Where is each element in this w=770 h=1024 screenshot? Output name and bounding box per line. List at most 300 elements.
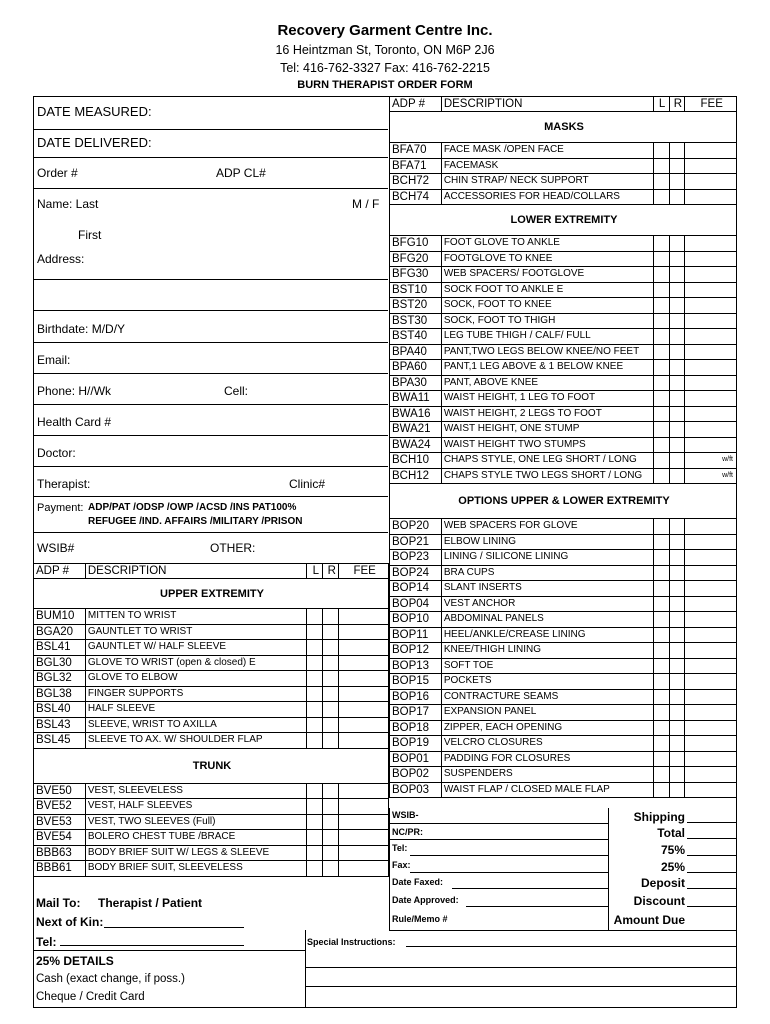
- fee-cell[interactable]: [339, 799, 389, 815]
- item-description: FACE MASK /OPEN FACE: [441, 143, 653, 159]
- fee-cell[interactable]: [685, 767, 737, 783]
- left-checkbox[interactable]: [653, 422, 669, 438]
- right-checkbox[interactable]: [669, 437, 685, 453]
- right-checkbox[interactable]: [669, 627, 685, 643]
- right-checkbox[interactable]: [323, 733, 339, 749]
- item-description: PANT, ABOVE KNEE: [441, 375, 653, 391]
- left-checkbox[interactable]: [653, 313, 669, 329]
- left-checkbox[interactable]: [653, 360, 669, 376]
- fee-cell[interactable]: [339, 624, 389, 640]
- table-row: [34, 671, 389, 687]
- left-checkbox[interactable]: [653, 596, 669, 612]
- fee-cell[interactable]: [339, 845, 389, 861]
- r-header: R: [669, 97, 685, 112]
- date-faxed-field[interactable]: [452, 888, 609, 889]
- left-checkbox[interactable]: [653, 189, 669, 205]
- right-checkbox[interactable]: [669, 720, 685, 736]
- item-code: BSL43: [34, 717, 86, 733]
- fee-cell[interactable]: w/ft: [685, 468, 737, 484]
- item-code: BVE52: [34, 799, 86, 815]
- fee-cell[interactable]: [685, 689, 737, 705]
- total-label: Total: [657, 826, 685, 840]
- item-code: BOP04: [390, 596, 442, 612]
- left-checkbox[interactable]: [653, 612, 669, 628]
- fee-cell[interactable]: [685, 674, 737, 690]
- r-header: R: [323, 564, 339, 579]
- adp-header: ADP #: [34, 564, 86, 579]
- item-description: SLEEVE TO AX. W/ SHOULDER FLAP: [85, 733, 307, 749]
- item-description: VEST ANCHOR: [441, 596, 653, 612]
- left-checkbox[interactable]: [307, 830, 323, 846]
- left-checkbox[interactable]: [653, 174, 669, 190]
- table-row: [390, 143, 737, 159]
- birthdate-row[interactable]: Birthdate: M/D/Y: [34, 311, 388, 343]
- left-checkbox[interactable]: [653, 143, 669, 159]
- fax-admin-field[interactable]: [410, 872, 609, 873]
- right-checkbox[interactable]: [669, 375, 685, 391]
- cash-option[interactable]: Cash (exact change, if poss.): [36, 973, 185, 985]
- item-code: BCH10: [390, 453, 442, 469]
- right-checkbox[interactable]: [669, 782, 685, 798]
- item-description: ACCESSORIES FOR HEAD/COLLARS: [441, 189, 653, 205]
- fee-cell[interactable]: [685, 189, 737, 205]
- left-checkbox[interactable]: [653, 565, 669, 581]
- right-checkbox[interactable]: [323, 830, 339, 846]
- fee-cell[interactable]: [685, 705, 737, 721]
- left-checkbox[interactable]: [653, 329, 669, 345]
- item-description: WAIST HEIGHT, 2 LEGS TO FOOT: [441, 406, 653, 422]
- right-checkbox[interactable]: [669, 705, 685, 721]
- right-checkbox[interactable]: [669, 767, 685, 783]
- left-checkbox[interactable]: [307, 783, 323, 799]
- item-description: SOFT TOE: [441, 658, 653, 674]
- left-checkbox[interactable]: [653, 298, 669, 314]
- item-description: FOOTGLOVE TO KNEE: [441, 251, 653, 267]
- fee-cell[interactable]: [685, 627, 737, 643]
- date-faxed-label: Date Faxed:: [392, 877, 444, 887]
- left-checkbox[interactable]: [653, 581, 669, 597]
- special-instructions-label: Special Instructions:: [307, 937, 396, 947]
- right-checkbox[interactable]: [669, 313, 685, 329]
- right-checkbox[interactable]: [323, 655, 339, 671]
- fee-cell[interactable]: [339, 733, 389, 749]
- right-checkbox[interactable]: [669, 534, 685, 550]
- date-approved-field[interactable]: [466, 906, 609, 907]
- left-checkbox[interactable]: [653, 705, 669, 721]
- table-row: [390, 519, 737, 535]
- table-row: [390, 767, 737, 783]
- item-description: HEEL/ANKLE/CREASE LINING: [441, 627, 653, 643]
- fee-cell[interactable]: [685, 174, 737, 190]
- fee-cell[interactable]: [685, 720, 737, 736]
- item-description: POCKETS: [441, 674, 653, 690]
- left-checkbox[interactable]: [653, 391, 669, 407]
- item-description: BODY BRIEF SUIT W/ LEGS & SLEEVE: [85, 845, 307, 861]
- fee-cell[interactable]: [685, 519, 737, 535]
- right-checkbox[interactable]: [669, 267, 685, 283]
- table-row: [390, 751, 737, 767]
- left-checkbox[interactable]: [653, 519, 669, 535]
- item-code: BBB61: [34, 861, 86, 877]
- fee-cell[interactable]: [685, 581, 737, 597]
- fee-header: FEE: [339, 564, 389, 579]
- right-checkbox[interactable]: [669, 174, 685, 190]
- left-checkbox[interactable]: [307, 845, 323, 861]
- left-checkbox[interactable]: [653, 751, 669, 767]
- fee-cell[interactable]: [685, 437, 737, 453]
- right-checkbox[interactable]: [669, 391, 685, 407]
- item-code: BOP12: [390, 643, 442, 659]
- fee-cell[interactable]: [339, 830, 389, 846]
- right-checkbox[interactable]: [669, 736, 685, 752]
- fee-cell[interactable]: [339, 655, 389, 671]
- fee-cell[interactable]: [685, 267, 737, 283]
- fee-cell[interactable]: [339, 686, 389, 702]
- fee-cell[interactable]: [685, 282, 737, 298]
- left-checkbox[interactable]: [653, 158, 669, 174]
- payment-row[interactable]: Payment: ADP/PAT /ODSP /OWP /ACSD /INS PAT100% REFUGEE /IND. AFFAIRS /MILITARY /PRISON: [34, 497, 388, 533]
- right-checkbox[interactable]: [669, 143, 685, 159]
- item-description: GAUNTLET W/ HALF SLEEVE: [85, 640, 307, 656]
- wsib-admin-label: WSIB-: [392, 810, 419, 820]
- right-checkbox[interactable]: [323, 783, 339, 799]
- right-checkbox[interactable]: [323, 640, 339, 656]
- item-description: SUSPENDERS: [441, 767, 653, 783]
- right-checkbox[interactable]: [669, 236, 685, 252]
- right-checkbox[interactable]: [323, 845, 339, 861]
- table-row: [390, 782, 737, 798]
- next-of-kin-field[interactable]: [104, 927, 244, 928]
- item-code: BFG30: [390, 267, 442, 283]
- fee-cell[interactable]: [685, 658, 737, 674]
- item-description: FINGER SUPPORTS: [85, 686, 307, 702]
- fee-cell[interactable]: [339, 702, 389, 718]
- fee-cell[interactable]: [685, 736, 737, 752]
- left-checkbox[interactable]: [653, 344, 669, 360]
- wsib-row[interactable]: WSIB# OTHER:: [37, 541, 256, 555]
- ncpr-label: NC/PR:: [392, 827, 423, 837]
- left-checkbox[interactable]: [307, 671, 323, 687]
- fee-cell[interactable]: [339, 861, 389, 877]
- right-checkbox[interactable]: [669, 158, 685, 174]
- fee-cell[interactable]: w/ft: [685, 453, 737, 469]
- left-checkbox[interactable]: [653, 468, 669, 484]
- table-row: [34, 814, 389, 830]
- left-checkbox[interactable]: [653, 534, 669, 550]
- address-row-1[interactable]: Address:: [34, 250, 388, 280]
- right-checkbox[interactable]: [323, 609, 339, 625]
- item-description: WAIST HEIGHT, 1 LEG TO FOOT: [441, 391, 653, 407]
- right-checkbox[interactable]: [669, 251, 685, 267]
- fee-cell[interactable]: [339, 717, 389, 733]
- name-last-row[interactable]: Name: Last M / F: [37, 197, 380, 211]
- item-code: BST10: [390, 282, 442, 298]
- address-row-2[interactable]: [34, 280, 388, 311]
- description-header: DESCRIPTION: [85, 564, 307, 579]
- fee-cell[interactable]: [685, 643, 737, 659]
- section-header: [390, 484, 737, 519]
- item-code: BVE54: [34, 830, 86, 846]
- fee-cell[interactable]: [685, 565, 737, 581]
- tel-field[interactable]: [60, 945, 244, 946]
- left-checkbox[interactable]: [653, 282, 669, 298]
- item-code: BOP23: [390, 550, 442, 566]
- p25-field[interactable]: [687, 872, 737, 873]
- section-header: [390, 112, 737, 143]
- fee-cell[interactable]: [685, 143, 737, 159]
- left-checkbox[interactable]: [307, 814, 323, 830]
- fax-admin-label: Fax:: [392, 860, 411, 870]
- fee-cell[interactable]: [339, 783, 389, 799]
- table-row: [34, 609, 389, 625]
- special-instructions-line[interactable]: [306, 986, 737, 987]
- fee-cell[interactable]: [685, 612, 737, 628]
- item-description: LEG TUBE THIGH / CALF/ FULL: [441, 329, 653, 345]
- discount-label: Discount: [633, 894, 685, 908]
- fee-cell[interactable]: [685, 422, 737, 438]
- fee-cell[interactable]: [685, 751, 737, 767]
- divider: [389, 930, 737, 931]
- left-checkbox[interactable]: [653, 782, 669, 798]
- left-checkbox[interactable]: [653, 267, 669, 283]
- left-checkbox[interactable]: [653, 674, 669, 690]
- left-checkbox[interactable]: [307, 624, 323, 640]
- left-checkbox[interactable]: [653, 437, 669, 453]
- item-code: BOP16: [390, 689, 442, 705]
- item-description: MITTEN TO WRIST: [85, 609, 307, 625]
- table-row: [390, 422, 737, 438]
- right-checkbox[interactable]: [323, 624, 339, 640]
- table-row: [390, 612, 737, 628]
- right-checkbox[interactable]: [323, 717, 339, 733]
- left-checkbox[interactable]: [653, 236, 669, 252]
- left-checkbox[interactable]: [653, 720, 669, 736]
- fee-cell[interactable]: [339, 609, 389, 625]
- item-description: ZIPPER, EACH OPENING: [441, 720, 653, 736]
- right-checkbox[interactable]: [669, 643, 685, 659]
- fee-cell[interactable]: [685, 360, 737, 376]
- divider: [305, 930, 306, 1008]
- right-checkbox[interactable]: [323, 814, 339, 830]
- right-checkbox[interactable]: [669, 751, 685, 767]
- left-checkbox[interactable]: [653, 251, 669, 267]
- table-row: [390, 736, 737, 752]
- table-header: [34, 564, 389, 579]
- left-checkbox[interactable]: [653, 406, 669, 422]
- fee-cell[interactable]: [685, 782, 737, 798]
- cheque-option[interactable]: Cheque / Credit Card: [36, 991, 145, 1003]
- right-checkbox[interactable]: [669, 189, 685, 205]
- fee-cell[interactable]: [685, 236, 737, 252]
- doctor-row[interactable]: Doctor:: [34, 436, 388, 467]
- fee-cell[interactable]: [685, 298, 737, 314]
- item-code: BVE53: [34, 814, 86, 830]
- item-description: HALF SLEEVE: [85, 702, 307, 718]
- right-checkbox[interactable]: [669, 406, 685, 422]
- right-checkbox[interactable]: [669, 596, 685, 612]
- shipping-field[interactable]: [687, 822, 737, 823]
- item-code: BST40: [390, 329, 442, 345]
- total-field[interactable]: [687, 838, 737, 839]
- fee-cell[interactable]: [685, 596, 737, 612]
- table-row: [390, 391, 737, 407]
- item-code: BOP17: [390, 705, 442, 721]
- item-code: BSL41: [34, 640, 86, 656]
- item-description: SOCK, FOOT TO KNEE: [441, 298, 653, 314]
- left-checkbox[interactable]: [653, 375, 669, 391]
- item-description: PADDING FOR CLOSURES: [441, 751, 653, 767]
- section-header: [34, 579, 389, 609]
- date-measured-row[interactable]: DATE MEASURED:: [34, 96, 388, 130]
- fee-cell[interactable]: [685, 251, 737, 267]
- order-row[interactable]: Order # ADP CL#: [34, 158, 388, 189]
- item-code: BOP24: [390, 565, 442, 581]
- left-checkbox[interactable]: [653, 643, 669, 659]
- p75-field[interactable]: [687, 855, 737, 856]
- phone-row[interactable]: Phone: H//Wk Cell:: [34, 374, 388, 405]
- right-checkbox[interactable]: [323, 686, 339, 702]
- fee-cell[interactable]: [685, 329, 737, 345]
- item-code: BPA30: [390, 375, 442, 391]
- table-row: [390, 375, 737, 391]
- left-checkbox[interactable]: [307, 655, 323, 671]
- item-code: BST20: [390, 298, 442, 314]
- right-checkbox[interactable]: [669, 519, 685, 535]
- fee-cell[interactable]: [339, 640, 389, 656]
- item-description: KNEE/THIGH LINING: [441, 643, 653, 659]
- item-code: BOP18: [390, 720, 442, 736]
- table-row: [34, 640, 389, 656]
- right-checkbox[interactable]: [669, 674, 685, 690]
- table-row: [390, 453, 737, 469]
- tel-admin-field[interactable]: [410, 855, 609, 856]
- fee-cell[interactable]: [685, 158, 737, 174]
- item-code: BWA11: [390, 391, 442, 407]
- therapist-row[interactable]: Therapist: Clinic#: [34, 467, 388, 497]
- item-description: GAUNTLET TO WRIST: [85, 624, 307, 640]
- fee-cell[interactable]: [685, 375, 737, 391]
- right-checkbox[interactable]: [669, 298, 685, 314]
- right-checkbox[interactable]: [323, 861, 339, 877]
- l-header: L: [653, 97, 669, 112]
- item-code: BOP20: [390, 519, 442, 535]
- item-code: BFG20: [390, 251, 442, 267]
- right-checkbox[interactable]: [669, 565, 685, 581]
- right-checkbox[interactable]: [669, 329, 685, 345]
- item-description: CONTRACTURE SEAMS: [441, 689, 653, 705]
- fee-cell[interactable]: [685, 534, 737, 550]
- table-row: [34, 733, 389, 749]
- special-instructions-line[interactable]: [406, 946, 737, 947]
- right-checkbox[interactable]: [323, 671, 339, 687]
- fee-cell[interactable]: [685, 550, 737, 566]
- date-approved-label: Date Approved:: [392, 895, 459, 905]
- left-checkbox[interactable]: [653, 767, 669, 783]
- right-checkbox[interactable]: [669, 658, 685, 674]
- tel-label: Tel:: [36, 935, 57, 949]
- discount-field[interactable]: [687, 906, 737, 907]
- fee-cell[interactable]: [339, 814, 389, 830]
- left-checkbox[interactable]: [307, 733, 323, 749]
- item-description: BRA CUPS: [441, 565, 653, 581]
- left-checkbox[interactable]: [653, 627, 669, 643]
- left-checkbox[interactable]: [653, 736, 669, 752]
- right-checkbox[interactable]: [669, 689, 685, 705]
- right-checkbox[interactable]: [669, 360, 685, 376]
- date-delivered-row[interactable]: DATE DELIVERED:: [34, 130, 388, 158]
- table-row: [390, 627, 737, 643]
- section-title: MASKS: [390, 112, 737, 143]
- l-header: L: [307, 564, 323, 579]
- table-row: [390, 313, 737, 329]
- item-code: BOP11: [390, 627, 442, 643]
- left-checkbox[interactable]: [307, 861, 323, 877]
- right-checkbox[interactable]: [669, 344, 685, 360]
- right-checkbox[interactable]: [669, 453, 685, 469]
- special-instructions-line[interactable]: [306, 967, 737, 968]
- right-checkbox[interactable]: [669, 550, 685, 566]
- right-checkbox[interactable]: [669, 581, 685, 597]
- item-description: ABDOMINAL PANELS: [441, 612, 653, 628]
- fee-cell[interactable]: [685, 313, 737, 329]
- left-checkbox[interactable]: [653, 689, 669, 705]
- amount-due-label: Amount Due: [613, 913, 685, 927]
- section-title: LOWER EXTREMITY: [390, 205, 737, 236]
- left-checkbox[interactable]: [653, 550, 669, 566]
- table-row: [390, 344, 737, 360]
- tel-admin-label: Tel:: [392, 843, 408, 853]
- right-checkbox[interactable]: [669, 282, 685, 298]
- item-description: GLOVE TO ELBOW: [85, 671, 307, 687]
- health-card-row[interactable]: Health Card #: [34, 405, 388, 436]
- left-checkbox[interactable]: [307, 609, 323, 625]
- item-code: BGA20: [34, 624, 86, 640]
- email-row[interactable]: Email:: [34, 343, 388, 374]
- left-checkbox[interactable]: [653, 658, 669, 674]
- table-row: [390, 534, 737, 550]
- right-checkbox[interactable]: [323, 702, 339, 718]
- item-code: BGL30: [34, 655, 86, 671]
- fee-cell[interactable]: [685, 391, 737, 407]
- left-checkbox[interactable]: [307, 799, 323, 815]
- item-description: ELBOW LINING: [441, 534, 653, 550]
- item-description: FACEMASK: [441, 158, 653, 174]
- right-checkbox[interactable]: [669, 422, 685, 438]
- right-checkbox[interactable]: [669, 468, 685, 484]
- table-row: [390, 406, 737, 422]
- details-title: 25% DETAILS: [36, 954, 114, 968]
- mail-to-options[interactable]: Therapist / Patient: [98, 896, 203, 910]
- right-checkbox[interactable]: [323, 799, 339, 815]
- left-checkbox[interactable]: [307, 686, 323, 702]
- table-row: [390, 565, 737, 581]
- left-checkbox[interactable]: [307, 640, 323, 656]
- item-code: BUM10: [34, 609, 86, 625]
- left-checkbox[interactable]: [307, 717, 323, 733]
- item-code: BGL32: [34, 671, 86, 687]
- divider: [33, 950, 305, 951]
- fee-cell[interactable]: [685, 406, 737, 422]
- deposit-field[interactable]: [687, 888, 737, 889]
- name-first-row[interactable]: First: [78, 228, 102, 242]
- left-checkbox[interactable]: [653, 453, 669, 469]
- table-row: [390, 643, 737, 659]
- right-checkbox[interactable]: [669, 612, 685, 628]
- left-checkbox[interactable]: [307, 702, 323, 718]
- table-row: [34, 702, 389, 718]
- fee-cell[interactable]: [685, 344, 737, 360]
- fee-cell[interactable]: [339, 671, 389, 687]
